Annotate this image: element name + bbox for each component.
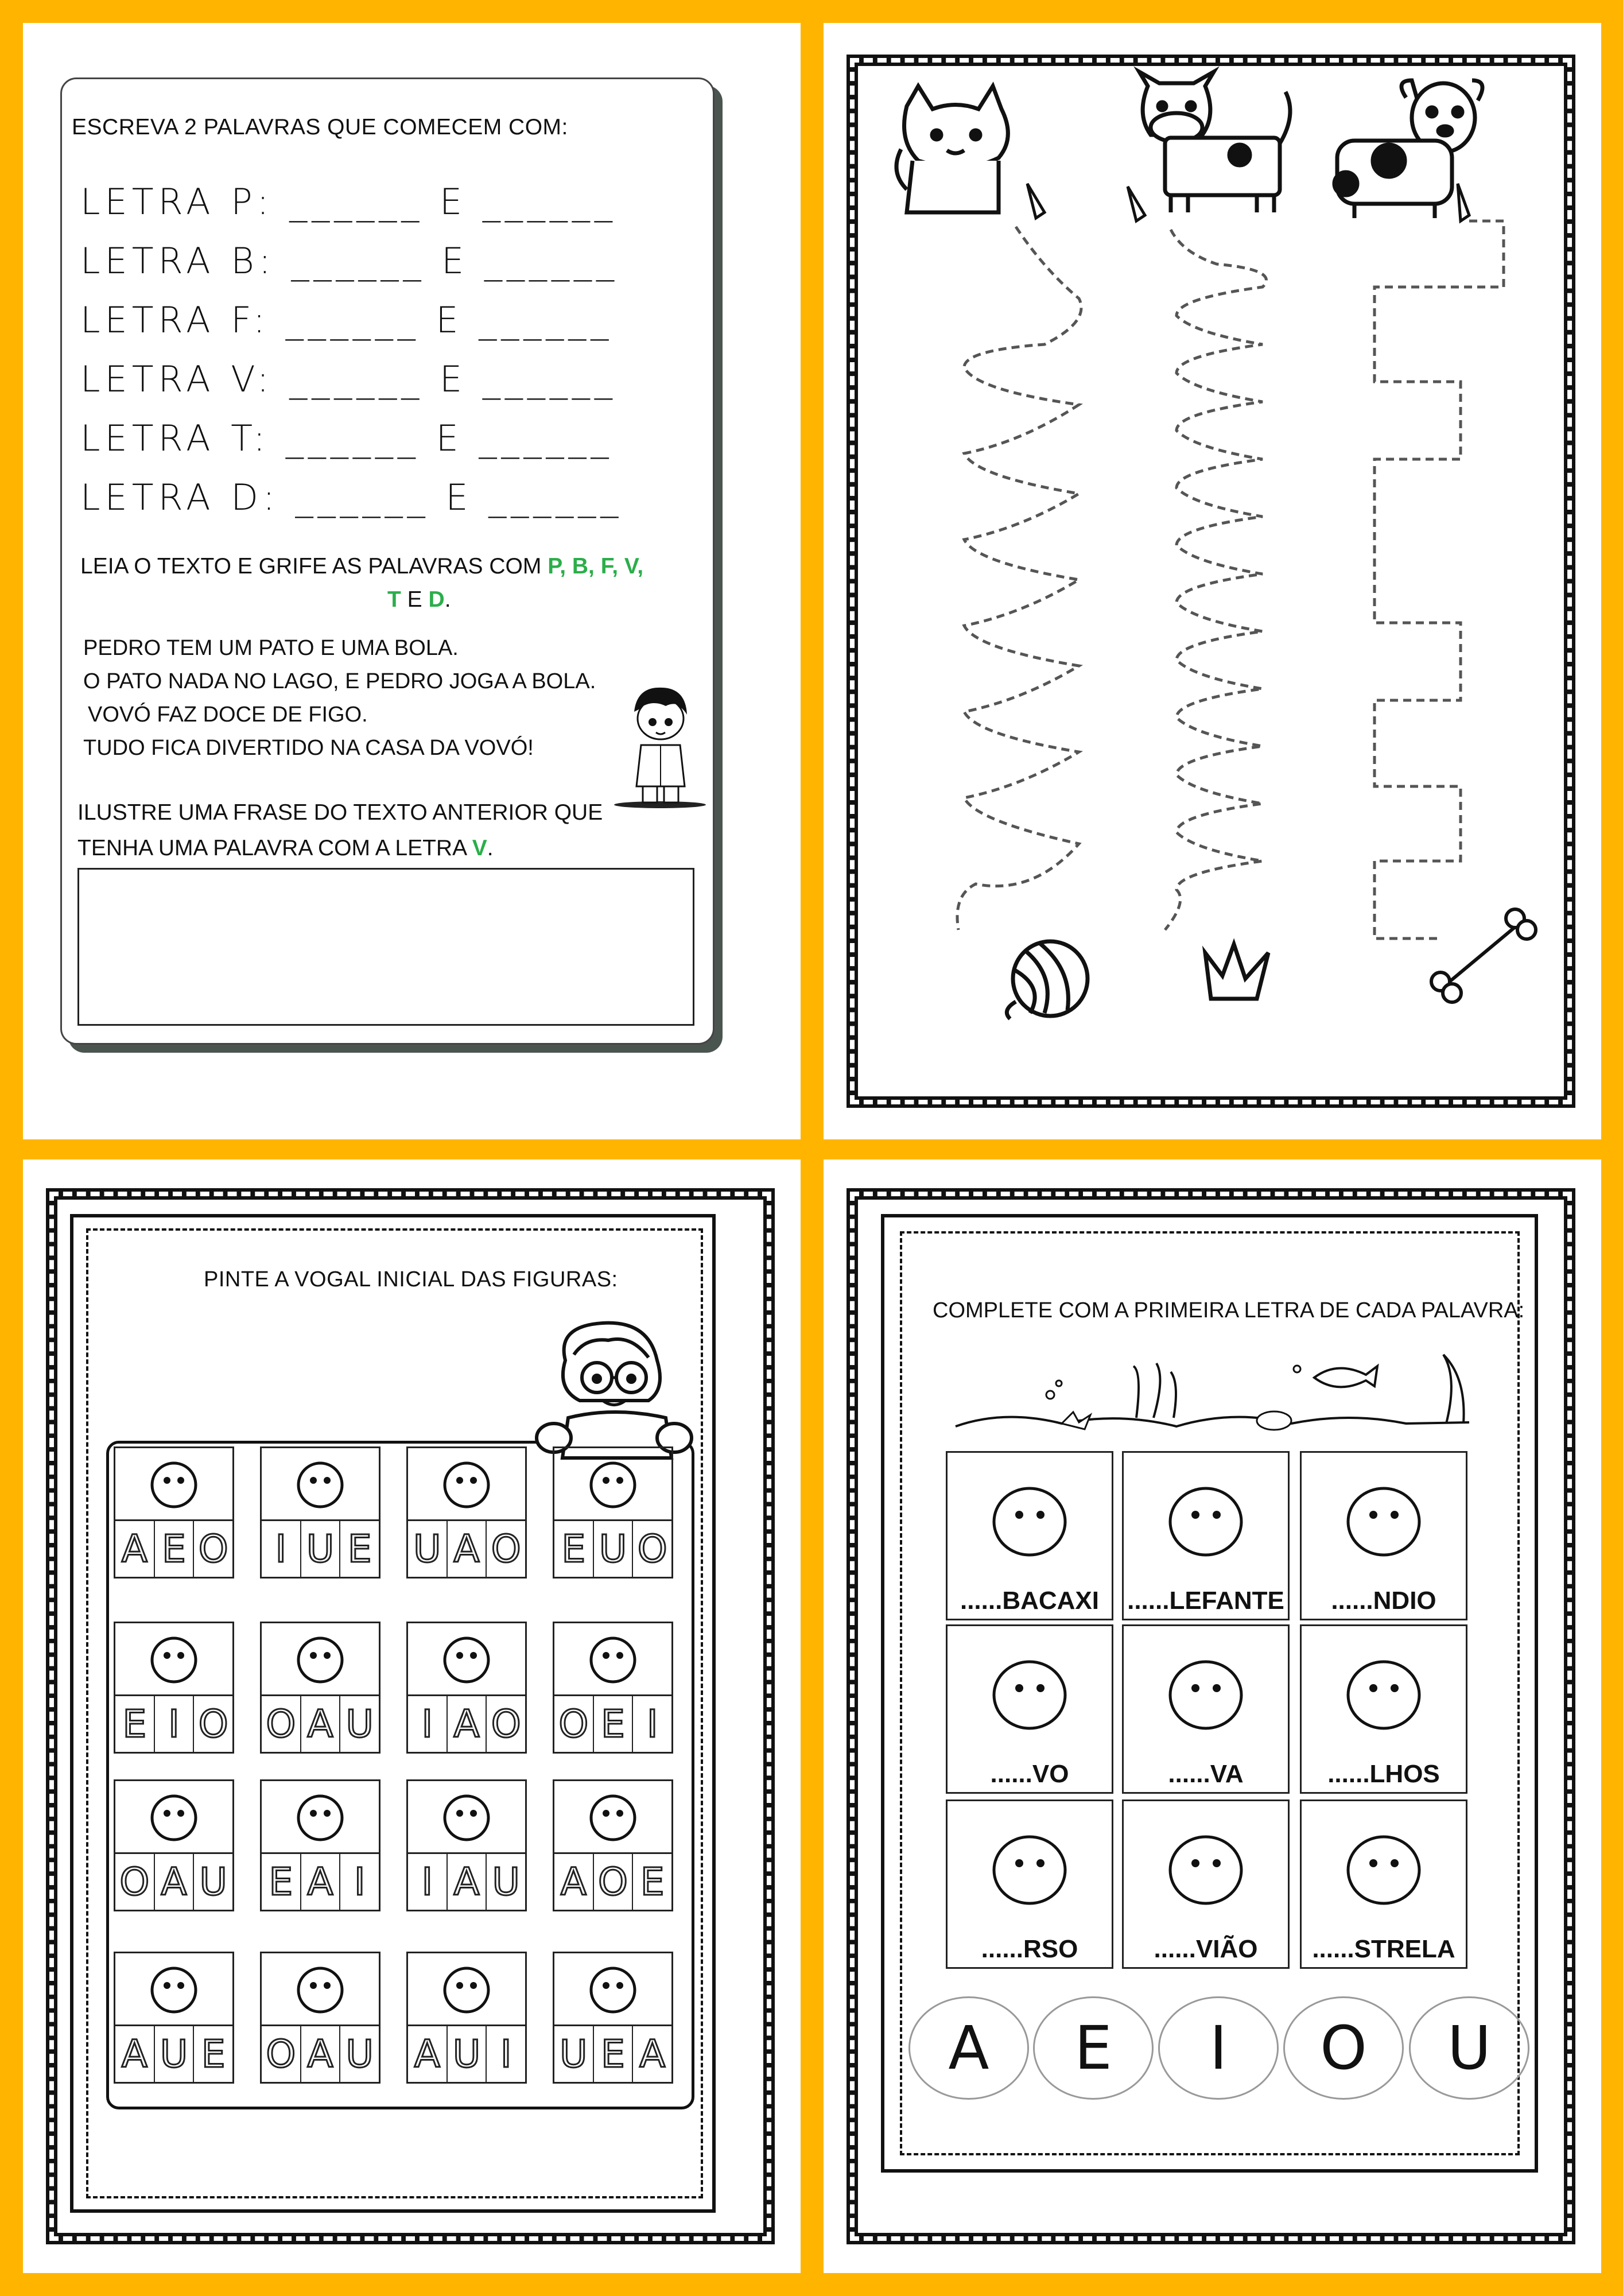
vowel-circle[interactable]: O xyxy=(1283,1996,1404,2100)
vowel-circle[interactable]: A xyxy=(908,1996,1029,2100)
grapes-icon xyxy=(1124,1626,1288,1755)
vowel-option[interactable]: A xyxy=(554,1854,594,1910)
word-blank[interactable]: ......BACAXI xyxy=(960,1587,1100,1615)
instruction-and: E xyxy=(401,587,429,612)
vowel-option[interactable]: I xyxy=(155,1696,195,1752)
word-blank[interactable]: ......LHOS xyxy=(1327,1760,1440,1788)
elephant-icon xyxy=(1124,1453,1288,1582)
word-blank[interactable]: ......NDIO xyxy=(1331,1587,1436,1615)
vowel-option[interactable]: A xyxy=(448,1696,487,1752)
vowel-option[interactable]: A xyxy=(639,2032,666,2076)
seaweed-icon xyxy=(1133,1363,1176,1418)
vowel-option[interactable]: E xyxy=(594,1696,634,1752)
letter-line-d[interactable]: LETRA D: ______ E ______ xyxy=(80,476,623,518)
letter-line-f[interactable]: LETRA F: ______ E ______ xyxy=(80,299,614,341)
word-blank[interactable]: ......VO xyxy=(990,1760,1069,1788)
vowel-option[interactable]: I xyxy=(408,1696,448,1752)
eyes-icon xyxy=(1302,1626,1466,1755)
letter-line-v[interactable]: LETRA V: ______ E ______ xyxy=(80,358,617,400)
vowel-option[interactable]: E xyxy=(262,1854,301,1910)
bear-icon xyxy=(948,1801,1112,1930)
vowel-option[interactable]: U xyxy=(155,2026,195,2082)
vowel-option[interactable]: O xyxy=(262,1696,301,1752)
vowel-option[interactable]: O xyxy=(491,1702,521,1746)
vowel-option[interactable]: O xyxy=(198,1527,228,1571)
letter-line-b[interactable]: LETRA B: ______ E ______ xyxy=(80,240,619,282)
instruction-end: . xyxy=(444,587,451,612)
illustrate-line-2: TENHA UMA PALAVRA COM A LETRA V. xyxy=(77,836,494,860)
vowel-option[interactable]: I xyxy=(408,1854,448,1910)
vowel-option[interactable]: E xyxy=(155,1521,195,1577)
vowel-option[interactable]: E xyxy=(201,2032,226,2076)
vowel-option[interactable]: U xyxy=(554,2026,594,2082)
vowel-title: PINTE A VOGAL INICIAL DAS FIGURAS: xyxy=(204,1267,618,1292)
vowel-option[interactable]: U xyxy=(448,2026,487,2082)
vowel-option[interactable]: U xyxy=(492,1860,520,1904)
vowel-option[interactable]: O xyxy=(594,1854,634,1910)
vowel-circle[interactable]: I xyxy=(1158,1996,1279,2100)
first-letter-title: COMPLETE COM A PRIMEIRA LETRA DE CADA PALAVRA: xyxy=(933,1298,1525,1322)
illustrate-line-1: ILUSTRE UMA FRASE DO TEXTO ANTERIOR QUE xyxy=(77,800,603,825)
egg-icon xyxy=(948,1626,1112,1755)
vowel-option[interactable]: U xyxy=(345,2032,374,2076)
word-cell xyxy=(1300,1451,1467,1620)
word-blank[interactable]: ......LEFANTE xyxy=(1127,1587,1284,1615)
vowel-option[interactable]: A xyxy=(301,2026,341,2082)
vowel-option[interactable]: I xyxy=(262,1521,301,1577)
instruction-letter-t: T xyxy=(387,587,401,612)
vowel-option[interactable]: E xyxy=(115,1696,155,1752)
vowel-option[interactable]: A xyxy=(115,2026,155,2082)
story-line: VOVÓ FAZ DOCE DE FIGO. xyxy=(88,703,368,727)
vowel-option[interactable]: I xyxy=(646,1702,658,1746)
word-cell xyxy=(946,1451,1113,1620)
letter-line-t[interactable]: LETRA T: ______ E ______ xyxy=(80,417,614,459)
vowel-circle[interactable]: E xyxy=(1033,1996,1154,2100)
words-heading: ESCREVA 2 PALAVRAS QUE COMECEM COM: xyxy=(72,115,568,139)
story-line: O PATO NADA NO LAGO, E PEDRO JOGA A BOLA. xyxy=(83,669,596,693)
pineapple-icon xyxy=(948,1453,1112,1582)
native-boy-icon xyxy=(1302,1453,1466,1582)
vowel-circle[interactable]: U xyxy=(1409,1996,1529,2100)
instruction-letter-d: D xyxy=(428,587,445,612)
letter-line-p[interactable]: LETRA P: ______ E ______ xyxy=(80,181,617,223)
word-cell xyxy=(946,1624,1113,1794)
vowel-option[interactable]: E xyxy=(594,2026,634,2082)
word-cell xyxy=(1300,1799,1467,1969)
word-cell xyxy=(1122,1799,1290,1969)
vowel-option[interactable]: U xyxy=(594,1521,634,1577)
star-icon xyxy=(1302,1801,1466,1930)
vowel-option[interactable]: U xyxy=(301,1521,341,1577)
vowel-option[interactable]: A xyxy=(448,1854,487,1910)
word-cell xyxy=(946,1799,1113,1969)
word-blank[interactable]: ......RSO xyxy=(981,1935,1078,1963)
vowel-option[interactable]: I xyxy=(500,2032,512,2076)
shell-icon xyxy=(1257,1411,1291,1430)
vowel-option[interactable]: U xyxy=(345,1702,374,1746)
vowel-option[interactable]: O xyxy=(115,1854,155,1910)
vowel-option[interactable]: O xyxy=(491,1527,521,1571)
fish-icon xyxy=(1314,1366,1377,1387)
seaweed-icon xyxy=(1443,1355,1464,1424)
vowel-option[interactable]: U xyxy=(199,1860,227,1904)
vowel-option[interactable]: I xyxy=(354,1860,366,1904)
instruction-start: LEIA O TEXTO E GRIFE AS PALAVRAS COM xyxy=(80,554,548,579)
vowel-option[interactable]: E xyxy=(347,1527,372,1571)
vowel-option[interactable]: E xyxy=(554,1521,594,1577)
vowel-option[interactable]: A xyxy=(301,1696,341,1752)
word-cell xyxy=(1122,1451,1290,1620)
vowel-option[interactable]: O xyxy=(637,1527,667,1571)
vowel-option[interactable]: A xyxy=(155,1854,195,1910)
vowel-option[interactable]: A xyxy=(301,1854,341,1910)
word-blank[interactable]: ......STRELA xyxy=(1312,1935,1455,1963)
story-line: PEDRO TEM UM PATO E UMA BOLA. xyxy=(83,636,459,660)
word-cell xyxy=(1122,1624,1290,1794)
story-line: TUDO FICA DIVERTIDO NA CASA DA VOVÓ! xyxy=(83,736,534,760)
word-blank[interactable]: ......VA xyxy=(1168,1760,1244,1788)
vowel-option[interactable]: O xyxy=(554,1696,594,1752)
vowel-option[interactable]: A xyxy=(408,2026,448,2082)
vowel-option[interactable]: A xyxy=(448,1521,487,1577)
word-blank[interactable]: ......VIÃO xyxy=(1154,1935,1258,1963)
illustrate-letter: V xyxy=(472,836,487,860)
instruction-letters: P, B, F, V, xyxy=(548,554,644,579)
vowel-option[interactable]: O xyxy=(198,1702,228,1746)
vowel-option[interactable]: O xyxy=(262,2026,301,2082)
vowel-option[interactable]: E xyxy=(640,1860,665,1904)
starfish-icon xyxy=(1062,1412,1090,1429)
vowel-option[interactable]: U xyxy=(408,1521,448,1577)
vowel-option[interactable]: A xyxy=(115,1521,155,1577)
airplane-icon xyxy=(1124,1801,1288,1930)
word-cell xyxy=(1300,1624,1467,1794)
